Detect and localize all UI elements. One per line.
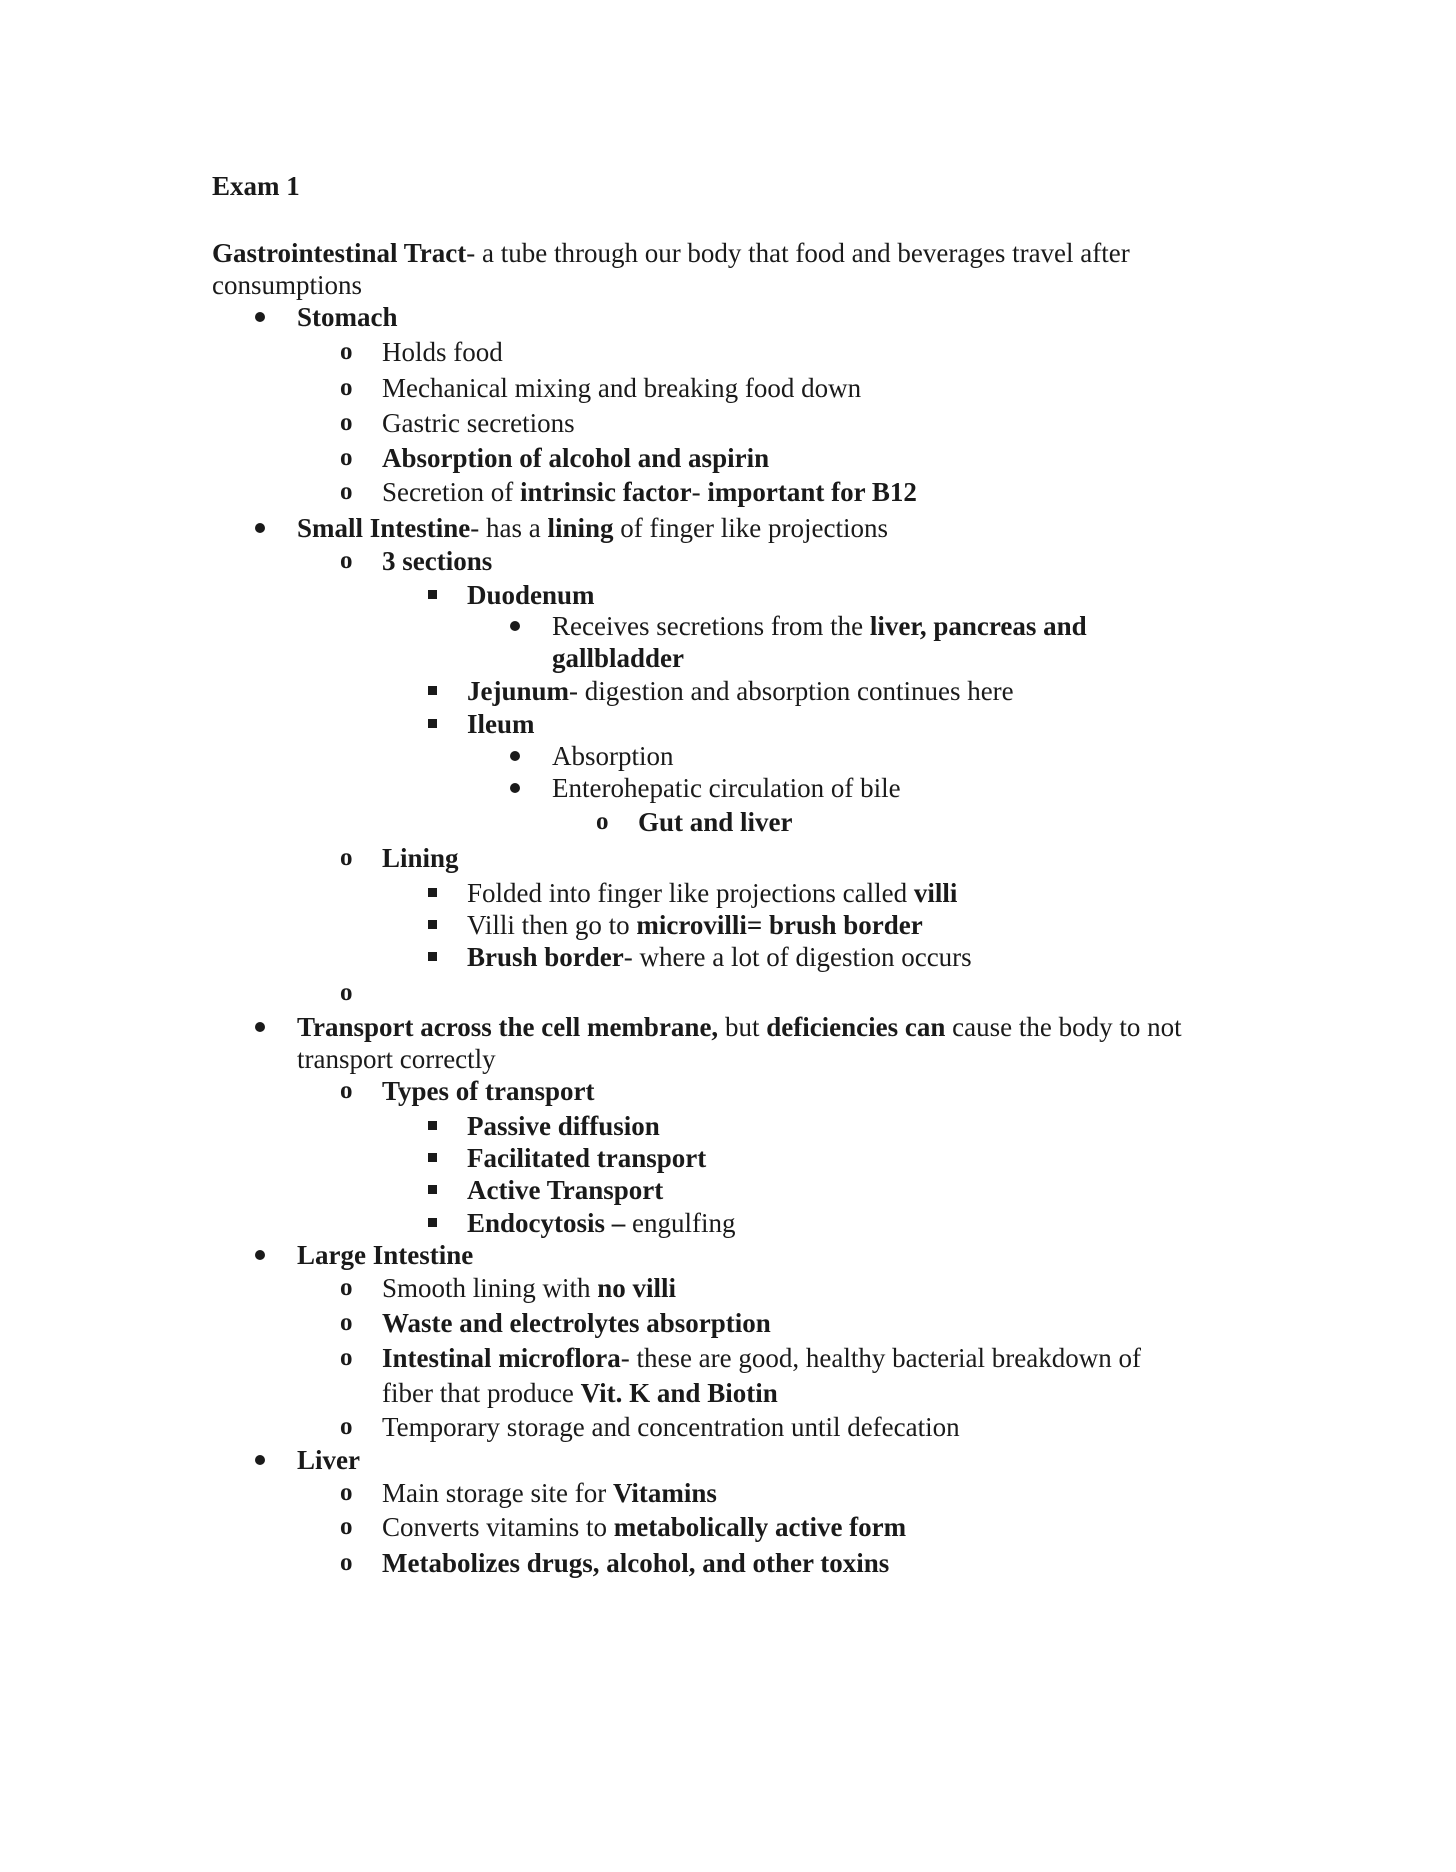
duodenum-sub-line2: gallbladder (552, 643, 685, 673)
large-intestine-item-line2: fiber that produce Vit. K and Biotin (382, 1378, 778, 1408)
sections-heading: 3 sections (382, 546, 493, 576)
transport-type: Facilitated transport (467, 1143, 707, 1173)
large-intestine-item: Temporary storage and concentration until defecation (382, 1412, 960, 1442)
bullet-dot (255, 523, 265, 533)
bullet-dot (510, 621, 520, 631)
bullet-o: o (340, 1077, 353, 1104)
jejunum-item: Jejunum- digestion and absorption continues here (467, 676, 1014, 706)
page-title: Exam 1 (212, 171, 300, 201)
bullet-square (428, 888, 437, 897)
bullet-o: o (340, 1274, 353, 1301)
duodenum-sub: Receives secretions from the liver, pancreas and (552, 611, 1087, 641)
bullet-dot (255, 1455, 265, 1465)
ileum-item: Ileum (467, 709, 535, 739)
bullet-o-empty: o (340, 979, 353, 1006)
bullet-dot (510, 751, 520, 761)
transport-heading-line2: transport correctly (297, 1044, 496, 1074)
bullet-o: o (340, 374, 353, 401)
stomach-item: Holds food (382, 337, 503, 367)
ileum-sub: Absorption (552, 741, 674, 771)
bullet-o: o (340, 478, 353, 505)
bullet-square (428, 1185, 437, 1194)
bullet-dot (255, 1250, 265, 1260)
bullet-square (428, 920, 437, 929)
lining-item: Villi then go to microvilli= brush border (467, 910, 923, 940)
large-intestine-item: Smooth lining with no villi (382, 1273, 677, 1303)
bullet-o: o (340, 444, 353, 471)
gi-term: Gastrointestinal Tract (212, 238, 467, 268)
stomach-heading: Stomach (297, 302, 398, 332)
liver-heading: Liver (297, 1445, 360, 1475)
bullet-square (428, 1121, 437, 1130)
transport-heading: Transport across the cell membrane, but deficiencies can cause the body to not (297, 1012, 1182, 1042)
bullet-o: o (340, 1413, 353, 1440)
bullet-square (428, 952, 437, 961)
ileum-sub-sub: Gut and liver (638, 807, 793, 837)
lining-item: Brush border- where a lot of digestion occurs (467, 942, 972, 972)
bullet-square (428, 590, 437, 599)
bullet-square (428, 686, 437, 695)
small-intestine-heading: Small Intestine- has a lining of finger like projections (297, 513, 888, 543)
bullet-o: o (596, 808, 609, 835)
bullet-o: o (340, 338, 353, 365)
stomach-item: Absorption of alcohol and aspirin (382, 443, 770, 473)
bullet-o: o (340, 409, 353, 436)
large-intestine-heading: Large Intestine (297, 1240, 474, 1270)
gi-definition-line2: consumptions (212, 270, 363, 300)
lining-item: Folded into finger like projections called villi (467, 878, 958, 908)
bullet-o: o (340, 1309, 353, 1336)
bullet-o: o (340, 547, 353, 574)
bullet-dot (255, 312, 265, 322)
stomach-item: Mechanical mixing and breaking food down (382, 373, 862, 403)
transport-type: Endocytosis – engulfing (467, 1208, 736, 1238)
bullet-dot (510, 783, 520, 793)
gi-definition-text: - a tube through our body that food and beverages travel after (466, 238, 1130, 268)
types-heading: Types of transport (382, 1076, 595, 1106)
gi-definition-line1 (212, 237, 1130, 269)
bullet-o: o (340, 1344, 353, 1371)
liver-item: Main storage site for Vitamins (382, 1478, 717, 1508)
liver-item: Converts vitamins to metabolically active form (382, 1512, 907, 1542)
bullet-square (428, 1218, 437, 1227)
large-intestine-item: Waste and electrolytes absorption (382, 1308, 771, 1338)
stomach-item: Secretion of intrinsic factor- important for B12 (382, 477, 917, 507)
stomach-item: Gastric secretions (382, 408, 575, 438)
large-intestine-item: Intestinal microflora- these are good, healthy bacterial breakdown of (382, 1343, 1141, 1373)
lining-heading: Lining (382, 843, 459, 873)
transport-type: Passive diffusion (467, 1111, 660, 1141)
bullet-square (428, 1153, 437, 1162)
bullet-o: o (340, 1513, 353, 1540)
bullet-o: o (340, 1549, 353, 1576)
bullet-o: o (340, 1479, 353, 1506)
transport-type: Active Transport (467, 1175, 664, 1205)
bullet-o: o (340, 844, 353, 871)
liver-item: Metabolizes drugs, alcohol, and other toxins (382, 1548, 890, 1578)
bullet-dot (255, 1022, 265, 1032)
bullet-square (428, 719, 437, 728)
duodenum-item: Duodenum (467, 580, 595, 610)
ileum-sub: Enterohepatic circulation of bile (552, 773, 901, 803)
